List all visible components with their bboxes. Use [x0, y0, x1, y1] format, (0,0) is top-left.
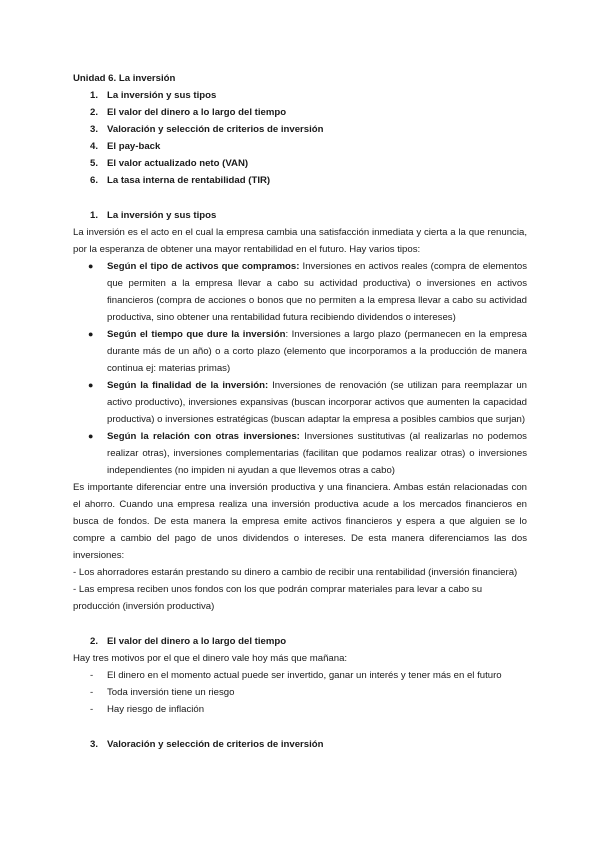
toc-label: La inversión y sus tipos [107, 90, 217, 101]
toc-label: La tasa interna de rentabilidad (TIR) [107, 175, 271, 186]
toc-item [73, 87, 527, 104]
toc-label: El valor actualizado neto (VAN) [107, 158, 249, 169]
section-heading [73, 736, 527, 753]
table-of-contents [73, 87, 527, 189]
section-title: La inversión y sus tipos [107, 210, 217, 221]
section-intro: Hay tres motivos por el que el dinero vale hoy más que mañana: [73, 653, 348, 664]
dash-icon: - [90, 687, 94, 698]
list-item [73, 428, 527, 479]
list-item-text: Toda inversión tiene un riesgo [107, 687, 235, 698]
paragraph: Es importante diferenciar entre una inversión productiva y una financiera. Ambas están relacionadas con el ahorro. Cuando una empresa realiza una inversión productiva acude a los mercados financieros en busca de fondos. De esta manera la empresa emite activos financieros y espera a que alguien se lo compre a cambio del pago de unos dividendos o intereses. De esta manera diferenciamos las dos inversiones: [73, 482, 527, 561]
dash-icon: - [90, 670, 94, 681]
reasons-list [73, 667, 527, 718]
list-item-text: El dinero en el momento actual puede ser invertido, ganar un interés y tener más en el futuro [107, 670, 502, 681]
section-title: El valor del dinero a lo largo del tiempo [107, 636, 287, 647]
list-item-label: Según la relación con otras inversiones: [107, 431, 300, 442]
toc-number: 6. [90, 175, 99, 186]
list-item [73, 667, 527, 684]
list-item-text: : Inversiones a largo plazo (permanecen en la empresa durante más de un año) o a corto plazo (elemento que incorporamos a la producción de manera continua ej: materias primas) [107, 329, 527, 374]
section-number: 2. [90, 636, 99, 647]
list-item [73, 377, 527, 428]
toc-item [73, 104, 527, 121]
toc-number: 2. [90, 107, 99, 118]
paragraph-line: - Las empresa reciben unos fondos con los que podrán comprar materiales para levar a cabo su producción (inversión productiva) [73, 584, 483, 612]
dash-icon: - [90, 704, 94, 715]
list-item-text: Inversiones de renovación (se utilizan para reemplazar un activo productivo), inversiones expansivas (buscan incorporar activos que aumenten la capacidad productiva) o inversiones estratégicas (buscan adaptar la empresa a posibles cambios que surjan) [107, 380, 527, 425]
list-item-text: Inversiones sustitutivas (al realizarlas no podemos realizar otras), inversiones complementarias (facilitan que podamos realizar otras) o inversiones independientes (no impiden ni ayudan a que llevemos otras a cabo) [107, 431, 527, 476]
toc-item [73, 121, 527, 138]
section-heading [73, 207, 527, 224]
toc-label: El pay-back [107, 141, 161, 152]
document-content [73, 70, 527, 753]
list-item [73, 701, 527, 718]
toc-item [73, 172, 527, 189]
toc-number: 3. [90, 124, 99, 135]
list-item [73, 258, 527, 326]
list-item-label: Según la finalidad de la inversión: [107, 380, 269, 391]
toc-number: 5. [90, 158, 99, 169]
list-item-text: Inversiones en activos reales (compra de elementos que permiten a la empresa llevar a cabo su actividad productiva) o inversiones en activos financieros (compra de acciones o bonos que no permiten a la empresa llevar a cabo su actividad productiva, sino obtener una rentabilidad futura recibiendo dividendos o intereses) [107, 261, 527, 323]
investment-types-list [73, 258, 527, 479]
toc-item [73, 138, 527, 155]
list-item [73, 326, 527, 377]
unit-title: Unidad 6. La inversión [73, 73, 176, 84]
bullet-icon: ● [88, 261, 94, 271]
section-intro: La inversión es el acto en el cual la empresa cambia una satisfacción inmediata y cierta a la que renuncia, por la esperanza de obtener una mayor rentabilidad en el futuro. Hay varios tipos: [73, 227, 527, 255]
list-item-label: Según el tipo de activos que compramos: [107, 261, 300, 272]
bullet-icon: ● [88, 431, 94, 441]
section-number: 1. [90, 210, 99, 221]
paragraph-line: - Los ahorradores estarán prestando su dinero a cambio de recibir una rentabilidad (inversión financiera) [73, 567, 518, 578]
section-heading [73, 633, 527, 650]
toc-number: 4. [90, 141, 99, 152]
toc-label: Valoración y selección de criterios de inversión [107, 124, 324, 135]
list-item [73, 684, 527, 701]
toc-item [73, 155, 527, 172]
toc-number: 1. [90, 90, 99, 101]
bullet-icon: ● [88, 380, 94, 390]
section-number: 3. [90, 739, 99, 750]
bullet-icon: ● [88, 329, 94, 339]
list-item-label: Según el tiempo que dure la inversión [107, 329, 286, 340]
list-item-text: Hay riesgo de inflación [107, 704, 205, 715]
section-title: Valoración y selección de criterios de inversión [107, 739, 324, 750]
toc-label: El valor del dinero a lo largo del tiempo [107, 107, 287, 118]
